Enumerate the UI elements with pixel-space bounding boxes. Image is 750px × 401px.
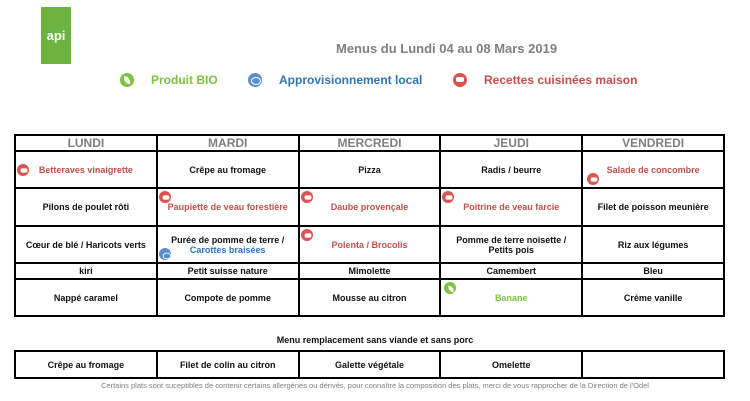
table-row <box>15 188 724 226</box>
homemade-pot-icon <box>17 164 29 176</box>
menu-cell: Mimolette <box>299 263 441 279</box>
menu-cell: Paupiette de veau forestière <box>157 188 299 226</box>
homemade-pot-icon <box>453 73 467 87</box>
menu-cell: Filet de colin au citron <box>157 351 299 378</box>
menu-cell: Filet de poisson meunière <box>582 188 724 226</box>
weekly-menu-table <box>14 134 725 317</box>
menu-cell: Camembert <box>440 263 582 279</box>
legend-bio-label: Produit BIO <box>151 73 218 87</box>
day-header: MERCREDI <box>299 135 441 151</box>
table-row <box>15 151 724 188</box>
homemade-pot-icon <box>159 191 171 203</box>
legend-homemade <box>453 73 637 87</box>
menu-cell: Omelette <box>440 351 582 378</box>
day-header: LUNDI <box>15 135 157 151</box>
legend-bio <box>120 73 218 87</box>
day-header: VENDREDI <box>582 135 724 151</box>
menu-cell: Cœur de blé / Haricots verts <box>15 226 157 263</box>
menu-cell: Pilons de poulet rôti <box>15 188 157 226</box>
local-supply-icon <box>159 248 171 260</box>
legend-local <box>248 73 422 87</box>
menu-cell: Radis / beurre <box>440 151 582 188</box>
menu-cell: Poitrine de veau farcie <box>440 188 582 226</box>
legend-homemade-label: Recettes cuisinées maison <box>484 73 638 87</box>
menu-cell: Banane <box>440 279 582 316</box>
menu-cell: Nappé caramel <box>15 279 157 316</box>
api-logo: api <box>41 7 71 64</box>
menu-cell: Crêpe au fromage <box>157 151 299 188</box>
alt-menu-table <box>14 350 725 379</box>
bio-leaf-icon <box>120 73 134 87</box>
menu-cell: Polenta / Brocolis <box>299 226 441 263</box>
menu-cell: Salade de concombre <box>582 151 724 188</box>
menu-cell: Bleu <box>582 263 724 279</box>
homemade-pot-icon <box>301 229 313 241</box>
menu-cell: Riz aux légumes <box>582 226 724 263</box>
table-row <box>15 263 724 279</box>
homemade-pot-icon <box>301 191 313 203</box>
bio-leaf-icon <box>444 282 456 294</box>
table-row <box>15 226 724 263</box>
menu-cell: Mousse au citron <box>299 279 441 316</box>
menu-cell: Crème vanille <box>582 279 724 316</box>
local-supply-icon <box>248 73 262 87</box>
days-header <box>15 135 724 151</box>
menu-cell: Pizza <box>299 151 441 188</box>
homemade-pot-icon <box>587 173 599 185</box>
menu-cell: Betteraves vinaigrette <box>15 151 157 188</box>
menu-cell: Purée de pomme de terre / Carottes braisées <box>157 226 299 263</box>
menu-cell: Petit suisse nature <box>157 263 299 279</box>
legend-local-label: Approvisionnement local <box>279 73 423 87</box>
table-row <box>15 279 724 316</box>
menu-cell <box>582 351 724 378</box>
menu-cell: Galette végétale <box>299 351 441 378</box>
page-title: Menus du Lundi 04 au 08 Mars 2019 <box>336 41 558 56</box>
menu-cell: Pomme de terre noisette / Petits pois <box>440 226 582 263</box>
menu-cell: Compote de pomme <box>157 279 299 316</box>
menu-cell: Crêpe au fromage <box>15 351 157 378</box>
table-row <box>15 351 724 378</box>
homemade-pot-icon <box>442 191 454 203</box>
alt-menu-title: Menu remplacement sans viande et sans porc <box>276 335 474 345</box>
day-header: MARDI <box>157 135 299 151</box>
allergen-disclaimer: Certains plats sont suceptibles de contenir certains allergènes ou dérivés, pour connaître la composition des plats, merci de vous rapprocher de la Direction de l'Odel <box>101 381 649 390</box>
menu-cell: Daube provençale <box>299 188 441 226</box>
menu-cell: kiri <box>15 263 157 279</box>
day-header: JEUDI <box>440 135 582 151</box>
